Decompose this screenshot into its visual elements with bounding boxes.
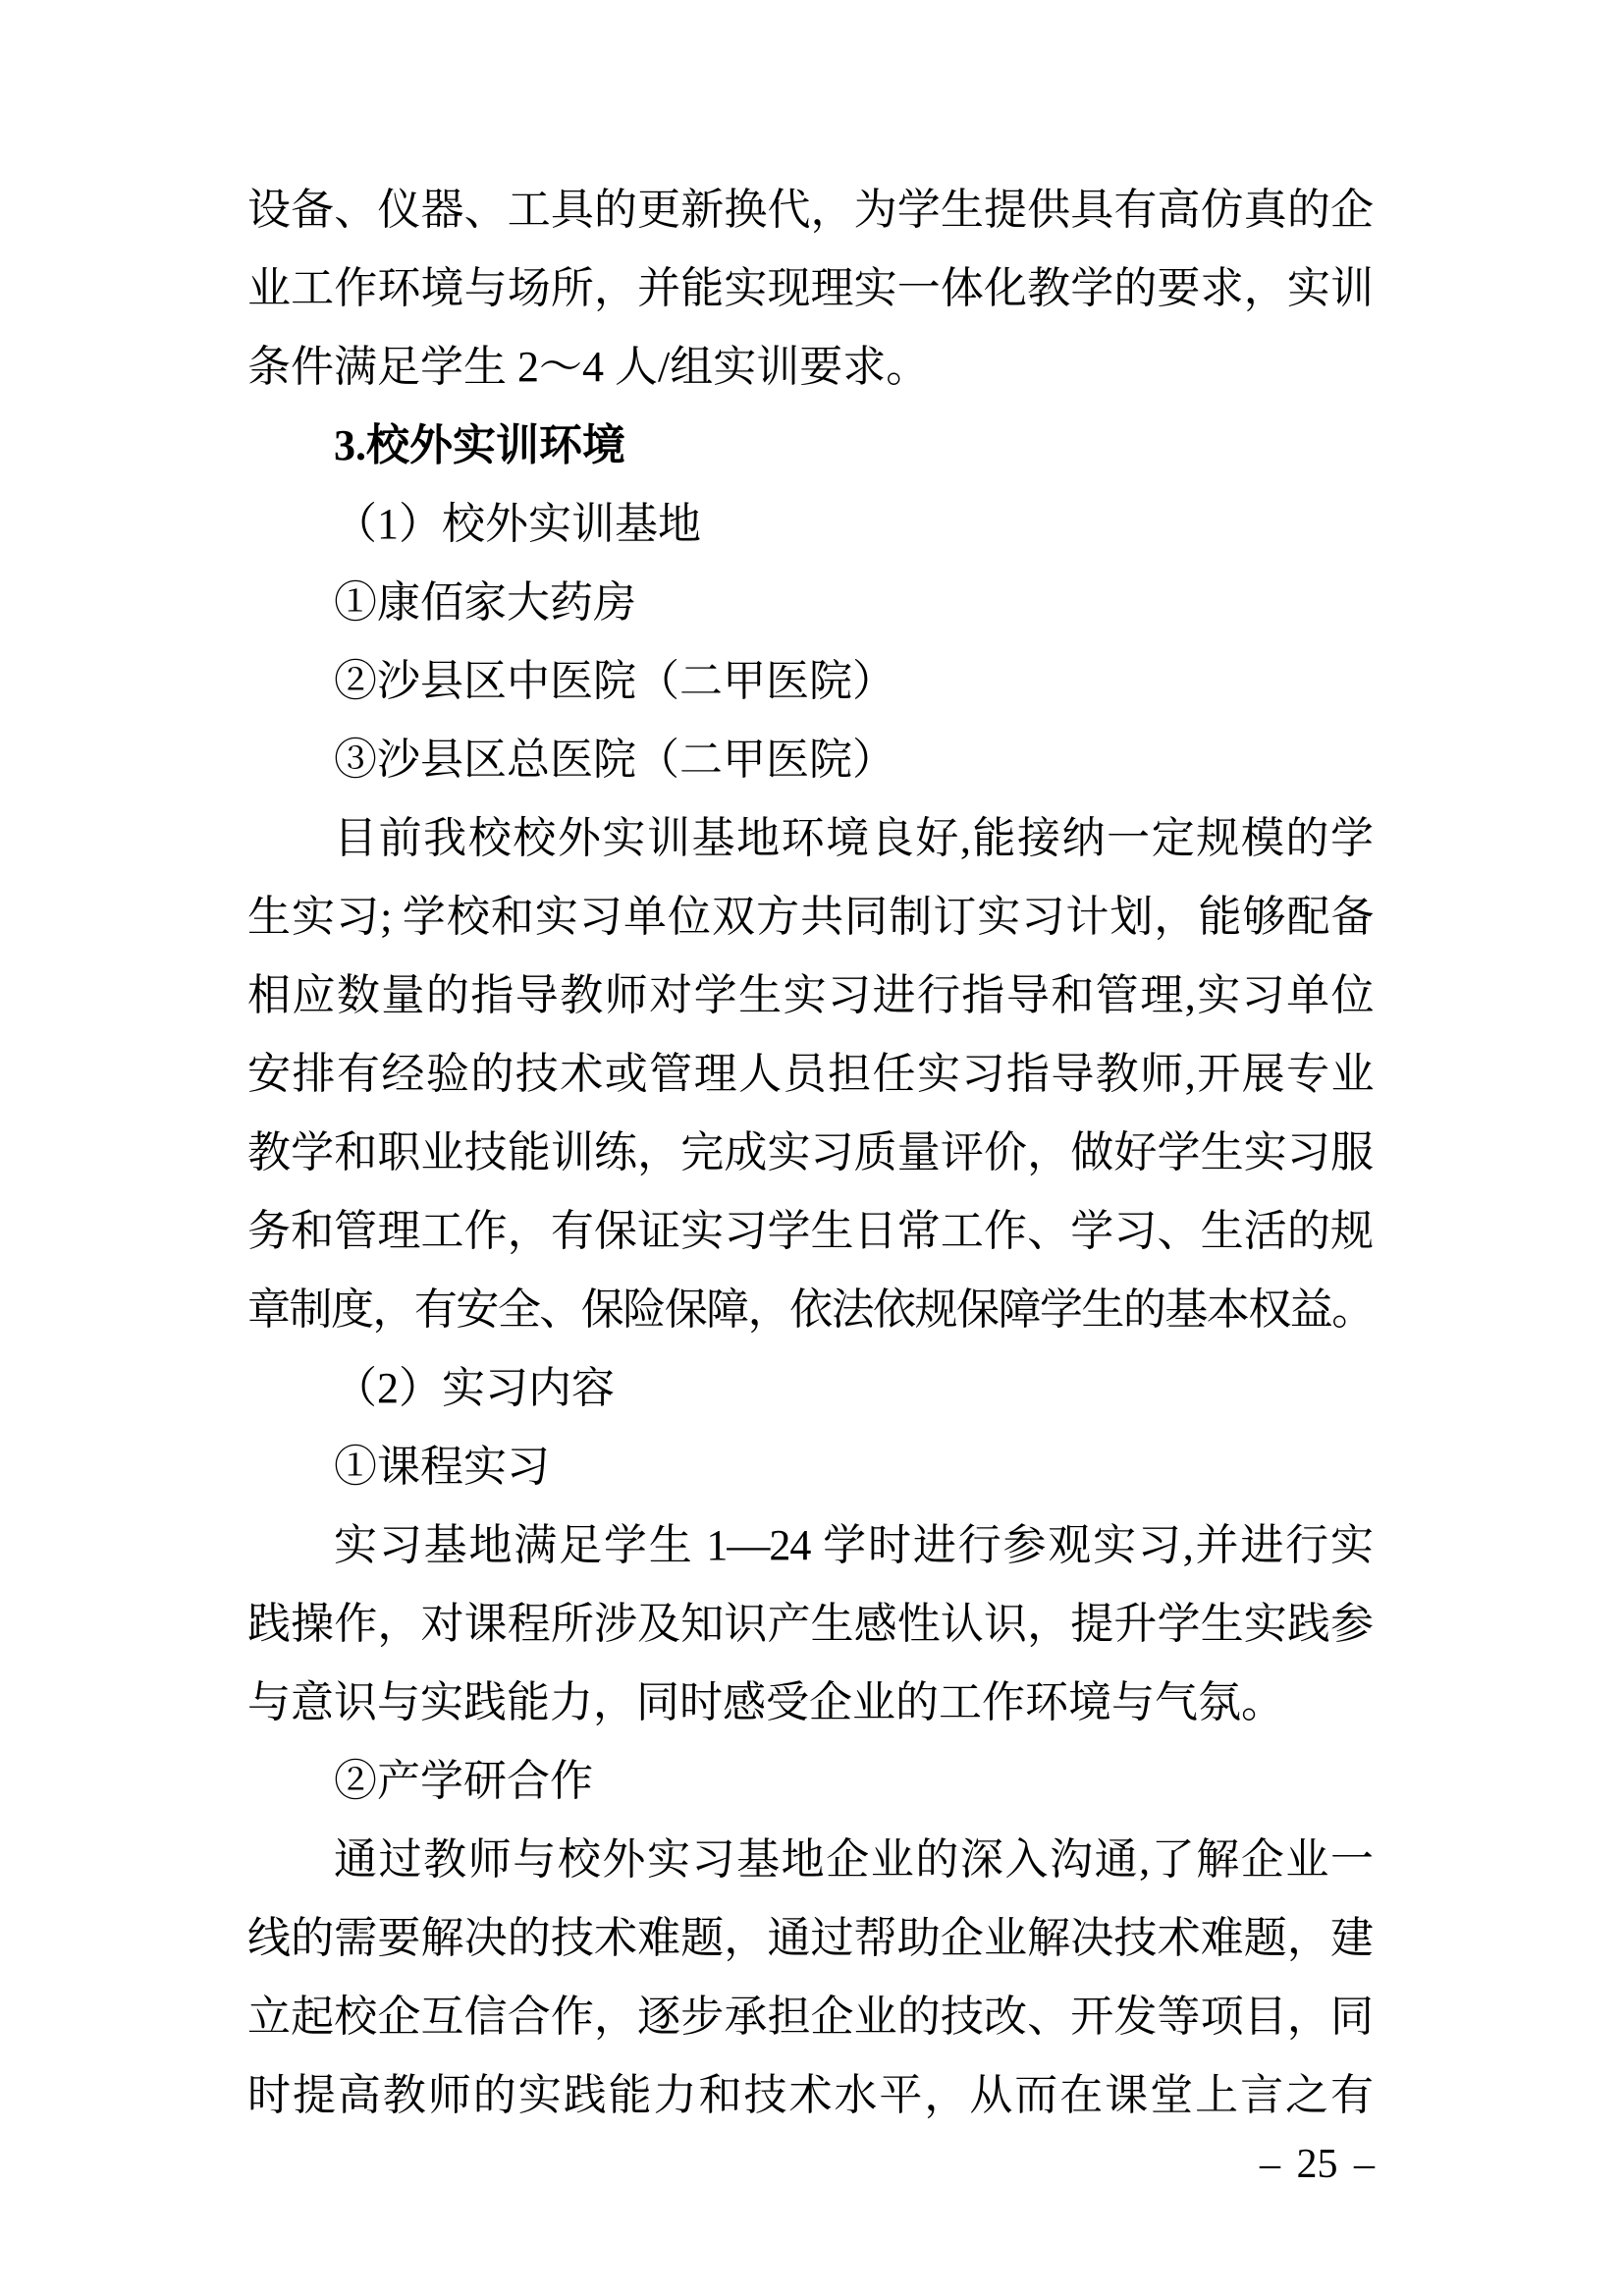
paragraph-line: 业工作环境与场所，并能实现理实一体化教学的要求，实训 — [247, 264, 1373, 312]
paragraph-line: 条件满足学生 2～4 人/组实训要求。 — [247, 343, 930, 391]
page-number: – 25 – — [1260, 2142, 1375, 2187]
paragraph-line: 生实习; 学校和实习单位双方共同制订实习计划，能够配备 — [247, 893, 1373, 941]
list-item: ①康佰家大药房 — [334, 578, 636, 627]
subsection-heading: （2）实习内容 — [334, 1364, 615, 1412]
section-heading: 3.校外实训环境 — [334, 421, 625, 469]
paragraph-line: 时提高教师的实践能力和技术水平，从而在课堂上言之有 — [247, 2071, 1373, 2119]
subsection-heading: （1）校外实训基地 — [334, 500, 701, 548]
paragraph-line: 章制度，有安全、保险保障，依法依规保障学生的基本权益。 — [247, 1285, 1373, 1334]
paragraph-line: 践操作，对课程所涉及知识产生感性认识，提升学生实践参 — [247, 1600, 1373, 1648]
list-item: ②沙县区中医院（二甲医院） — [334, 657, 895, 705]
document-body — [247, 171, 1373, 2135]
paragraph-line: 通过教师与校外实习基地企业的深入沟通,了解企业一 — [334, 1835, 1373, 1884]
paragraph-line: 务和管理工作，有保证实习学生日常工作、学习、生活的规 — [247, 1207, 1373, 1255]
paragraph-line: 线的需要解决的技术难题，通过帮助企业解决技术难题，建 — [247, 1914, 1373, 1962]
paragraph-line: 目前我校校外实训基地环境良好,能接纳一定规模的学 — [334, 814, 1373, 862]
list-item: ①课程实习 — [334, 1443, 550, 1491]
paragraph-line: 设备、仪器、工具的更新换代，为学生提供具有高仿真的企 — [247, 186, 1373, 234]
paragraph-line: 立起校企互信合作，逐步承担企业的技改、开发等项目，同 — [247, 1993, 1373, 2041]
paragraph-line: 安排有经验的技术或管理人员担任实习指导教师,开展专业 — [247, 1050, 1373, 1098]
list-item: ②产学研合作 — [334, 1757, 593, 1805]
list-item: ③沙县区总医院（二甲医院） — [334, 736, 895, 784]
paragraph-line: 与意识与实践能力，同时感受企业的工作环境与气氛。 — [247, 1678, 1284, 1726]
paragraph-line: 相应数量的指导教师对学生实习进行指导和管理,实习单位 — [247, 971, 1373, 1019]
paragraph-line: 实习基地满足学生 1—24 学时进行参观实习,并进行实 — [334, 1521, 1373, 1569]
paragraph-line: 教学和职业技能训练，完成实习质量评价，做好学生实习服 — [247, 1128, 1373, 1176]
